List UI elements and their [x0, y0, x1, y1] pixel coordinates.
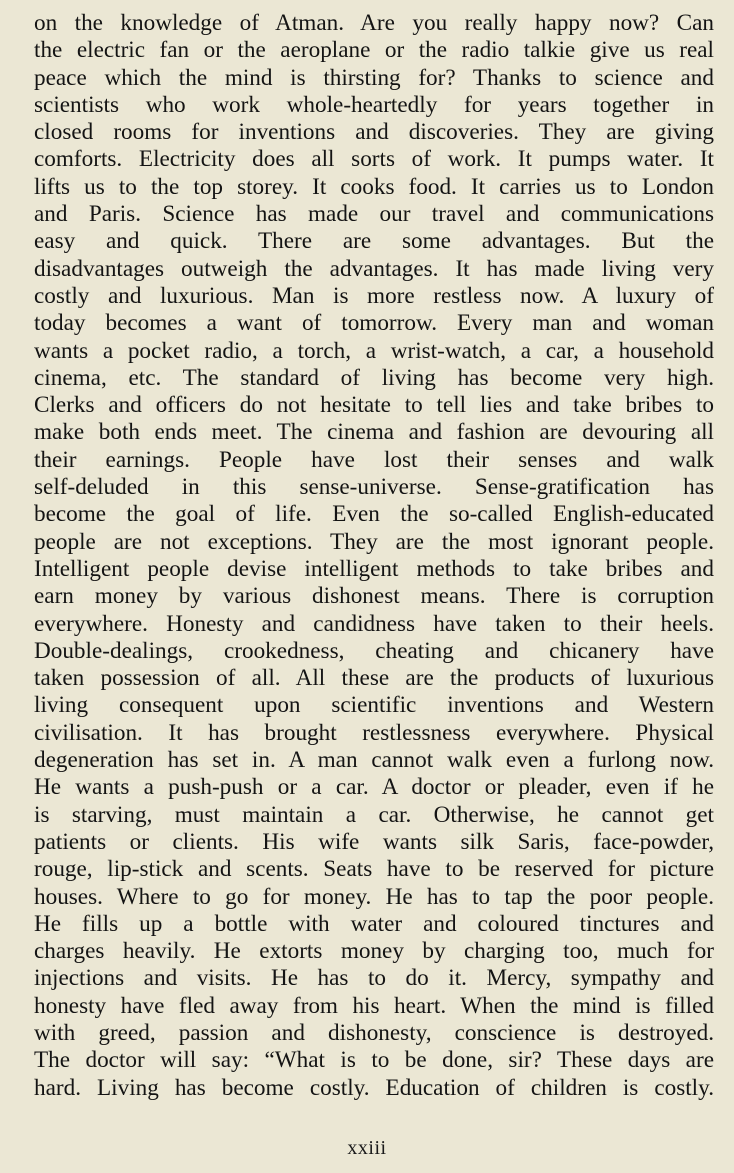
text-line: become the goal of life. Even the so-called English-educated — [34, 501, 714, 528]
text-line: everywhere. Honesty and candidness have taken to their heels. — [34, 610, 714, 637]
text-line: taken possession of all. All these are the products of luxurious — [34, 665, 714, 692]
text-line: self-deluded in this sense-universe. Sense-gratification has — [34, 474, 714, 501]
text-line: and Paris. Science has made our travel and communications — [34, 201, 714, 228]
text-line: easy and quick. There are some advantages. But the — [34, 228, 714, 255]
text-line: make both ends meet. The cinema and fashion are devouring all — [34, 419, 714, 446]
text-line: today becomes a want of tomorrow. Every man and woman — [34, 310, 714, 337]
text-line: patients or clients. His wife wants silk Saris, face-powder, — [34, 828, 714, 855]
text-line: The doctor will say: “What is to be done, sir? These days are — [34, 1047, 714, 1074]
text-line: charges heavily. He extorts money by charging too, much for — [34, 938, 714, 965]
text-line: lifts us to the top storey. It cooks food. It carries us to London — [34, 173, 714, 200]
text-line: honesty have fled away from his heart. When the mind is filled — [34, 992, 714, 1019]
text-line: degeneration has set in. A man cannot walk even a furlong now. — [34, 747, 714, 774]
text-line: wants a pocket radio, a torch, a wrist-watch, a car, a household — [34, 337, 714, 364]
text-line: on the knowledge of Atman. Are you really happy now? Can — [34, 10, 714, 36]
text-line: earn money by various dishonest means. There is corruption — [34, 583, 714, 610]
text-line: disadvantages outweigh the advantages. It has made living very — [34, 255, 714, 282]
body-text — [34, 10, 714, 1102]
text-line: He fills up a bottle with water and coloured tinctures and — [34, 910, 714, 937]
text-line: the electric fan or the aeroplane or the radio talkie give us real — [34, 37, 714, 64]
text-line: cinema, etc. The standard of living has become very high. — [34, 364, 714, 391]
text-line: He wants a push-push or a car. A doctor or pleader, even if he — [34, 774, 714, 801]
text-line: civilisation. It has brought restlessness everywhere. Physical — [34, 719, 714, 746]
text-line: peace which the mind is thirsting for? Thanks to science and — [34, 64, 714, 91]
text-line: Clerks and officers do not hesitate to tell lies and take bribes to — [34, 392, 714, 419]
text-line: Intelligent people devise intelligent methods to take bribes and — [34, 555, 714, 582]
text-line: hard. Living has become costly. Education of children is costly. — [34, 1074, 714, 1101]
text-line: people are not exceptions. They are the most ignorant people. — [34, 528, 714, 555]
text-line: closed rooms for inventions and discoveries. They are giving — [34, 119, 714, 146]
text-line: scientists who work whole-heartedly for years together in — [34, 91, 714, 118]
text-line: their earnings. People have lost their senses and walk — [34, 446, 714, 473]
text-line: injections and visits. He has to do it. Mercy, sympathy and — [34, 965, 714, 992]
text-line: with greed, passion and dishonesty, conscience is destroyed. — [34, 1019, 714, 1046]
text-line: Double-dealings, crookedness, cheating and chicanery have — [34, 637, 714, 664]
text-line: costly and luxurious. Man is more restless now. A luxury of — [34, 282, 714, 309]
text-line: comforts. Electricity does all sorts of work. It pumps water. It — [34, 146, 714, 173]
text-line: houses. Where to go for money. He has to tap the poor people. — [34, 883, 714, 910]
text-line: living consequent upon scientific inventions and Western — [34, 692, 714, 719]
page-number: xxiii — [347, 1137, 387, 1159]
text-line: rouge, lip-stick and scents. Seats have to be reserved for picture — [34, 856, 714, 883]
text-line: is starving, must maintain a car. Otherwise, he cannot get — [34, 801, 714, 828]
